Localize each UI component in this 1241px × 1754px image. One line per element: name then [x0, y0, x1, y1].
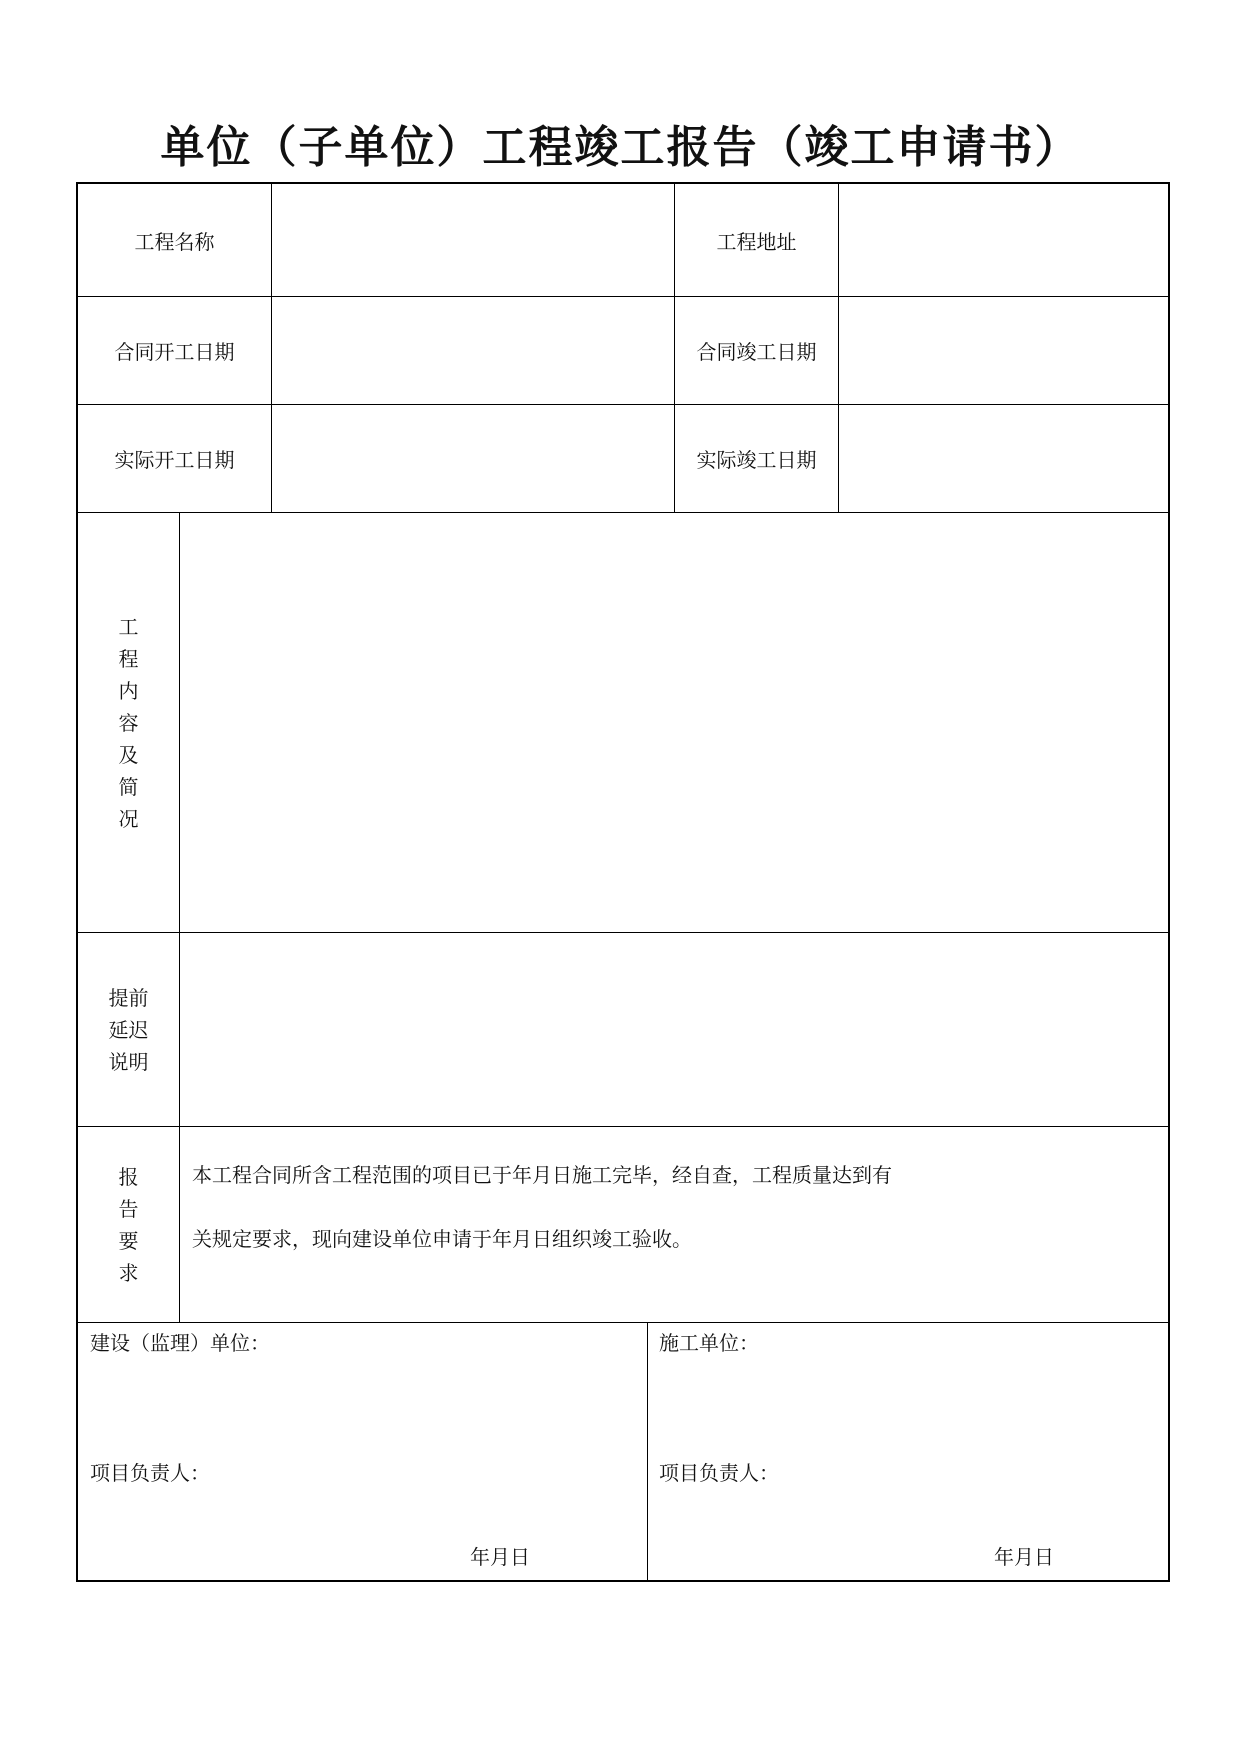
left-project-manager-label: 项目负责人：: [90, 1461, 210, 1485]
actual-start-date-field[interactable]: [272, 405, 674, 512]
delay-explanation-field[interactable]: [180, 933, 1168, 1126]
left-date-label: 年月日: [470, 1545, 530, 1569]
project-content-label: [78, 513, 179, 932]
contractor-unit-label: 施工单位：: [659, 1331, 759, 1355]
delay-label-line-2: 延迟: [108, 1017, 149, 1042]
report-text-line-2: 关规定要求，现向建设单位申请于年月日组织竣工验收。: [192, 1227, 692, 1251]
actual-start-date-label: 实际开工日期: [114, 448, 235, 472]
project-address-field[interactable]: [839, 184, 1168, 296]
contract-start-date-field[interactable]: [272, 297, 674, 404]
column-divider: [647, 1322, 648, 1580]
delay-label-line-3: 说明: [108, 1049, 149, 1074]
right-project-manager-label: 项目负责人：: [659, 1461, 779, 1485]
report-requirements-label: [78, 1127, 179, 1322]
delay-explanation-label: [78, 933, 179, 1126]
contract-finish-date-label: 合同竣工日期: [696, 340, 817, 364]
contract-start-date-label: 合同开工日期: [114, 340, 235, 364]
project-content-label-text: 工程内容及简况: [118, 614, 139, 831]
completion-report-form: [76, 182, 1170, 1582]
project-address-label: 工程地址: [716, 229, 797, 254]
row-divider: [78, 1322, 1168, 1323]
report-requirements-label-text: 报告要求: [118, 1164, 139, 1285]
document-title: 单位（子单位）工程竣工报告（竣工申请书）: [160, 122, 1081, 173]
project-name-field[interactable]: [272, 184, 674, 296]
contract-finish-date-field[interactable]: [839, 297, 1168, 404]
actual-finish-date-field[interactable]: [839, 405, 1168, 512]
row-divider: [78, 1126, 1168, 1127]
right-date-label: 年月日: [994, 1545, 1054, 1569]
construction-supervision-unit-label: 建设（监理）单位：: [90, 1331, 270, 1355]
delay-label-line-1: 提前: [108, 985, 149, 1010]
project-content-field[interactable]: [180, 513, 1168, 932]
actual-finish-date-label: 实际竣工日期: [696, 448, 817, 472]
report-text-line-1: 本工程合同所含工程范围的项目已于年月日施工完毕，经自查，工程质量达到有: [192, 1163, 892, 1187]
project-name-label: 工程名称: [134, 229, 215, 254]
